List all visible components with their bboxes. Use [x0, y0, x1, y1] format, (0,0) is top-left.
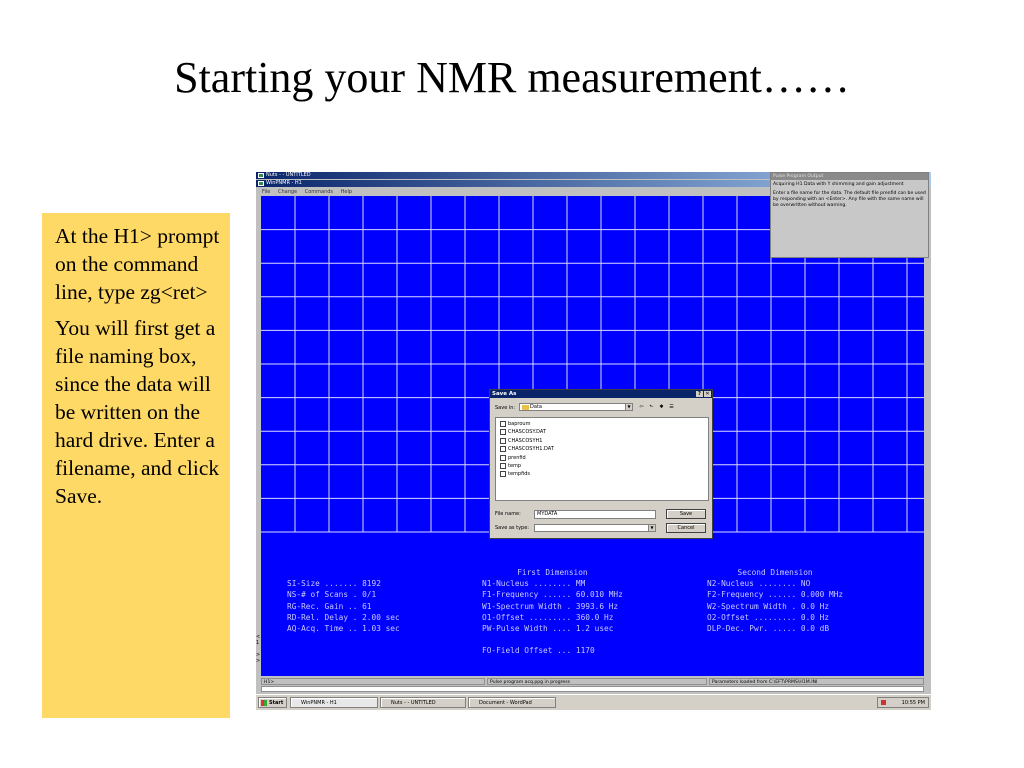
list-item[interactable]: baproum: [500, 420, 704, 428]
taskbar: [256, 694, 931, 710]
windows-logo-icon: [261, 700, 267, 706]
status-params-loaded: Parameters loaded from C:\EFT\PRMS\H1M.INI: [709, 678, 924, 685]
param-f1-frequency: F1-Frequency ...... 60.010 MHz: [482, 590, 623, 600]
list-item[interactable]: CHASCOSYH1.DAT: [500, 445, 704, 453]
pulse-message-1: Acquiring H1 Data with Y shimming and gain adjustment: [773, 182, 904, 187]
new-folder-icon[interactable]: ✱: [659, 404, 664, 410]
menu-change[interactable]: Change: [277, 189, 298, 195]
app-icon: [258, 181, 264, 186]
param-f2-frequency: F2-Frequency ...... 0.000 MHz: [707, 590, 844, 600]
status-message: Pulse program acq.ppg in progress: [487, 678, 707, 685]
file-icon: [500, 455, 506, 461]
save-in-label: Save in:: [495, 405, 516, 411]
param-column-first-dimension: [482, 567, 623, 657]
list-item[interactable]: prenfid: [500, 454, 704, 462]
note-paragraph-1: At the H1> prompt on the command line, type zg<ret>: [55, 224, 220, 304]
clock: 10:55 PM: [901, 700, 925, 706]
status-area: [261, 676, 924, 692]
param-o2-offset: O2-Offset ......... 0.0 Hz: [707, 612, 830, 622]
menu-file[interactable]: File: [262, 189, 271, 195]
param-dlp-power: DLP-Dec. Pwr. ..... 0.0 dB: [707, 623, 830, 633]
side-markers: < 1 > >: [256, 634, 261, 664]
slide-title: Starting your NMR measurement……: [174, 53, 850, 102]
save-in-select[interactable]: [519, 403, 633, 411]
first-dimension-heading: First Dimension: [517, 568, 588, 577]
file-icon: [500, 446, 506, 452]
param-o1-offset: O1-Offset ......... 360.0 Hz: [482, 612, 614, 622]
param-n1-nucleus: N1-Nucleus ........ MM: [482, 579, 586, 589]
list-item[interactable]: CHASCOSYH1: [500, 437, 704, 445]
param-fo-offset: FO-Field Offset ... 1170: [482, 646, 595, 656]
close-icon[interactable]: ✕: [705, 391, 710, 397]
system-tray: [877, 697, 929, 708]
dialog-titlebar: [490, 390, 712, 398]
dialog-title: Save As: [492, 391, 517, 397]
app-screenshot: [256, 172, 931, 710]
command-prompt[interactable]: H1>: [261, 678, 485, 685]
command-line-input[interactable]: [261, 686, 924, 692]
param-aq-time: AQ-Acq. Time .. 1.03 sec: [287, 623, 400, 633]
pulse-message-2: Enter a file name for the data. The default file prenfid can be used by responding with an <Enter>. Any file with the same name will be overwritten without warning.: [773, 191, 926, 208]
taskbar-nuts[interactable]: Nuts - - UNTITLED: [380, 697, 466, 708]
second-dimension-heading: Second Dimension: [737, 568, 813, 577]
list-item[interactable]: temp: [500, 462, 704, 470]
taskbar-winpnmr[interactable]: WinPNMR - H1: [290, 697, 378, 708]
save-as-dialog: [489, 389, 713, 539]
instruction-note: [42, 213, 230, 718]
param-pw-width: PW-Pulse Width .... 1.2 usec: [482, 623, 614, 633]
start-button[interactable]: Start: [258, 697, 287, 708]
pulse-program-output-window: [770, 172, 929, 258]
back-icon[interactable]: ⇦: [639, 404, 644, 410]
file-list[interactable]: [495, 417, 709, 501]
param-si-size: SI-Size ....... 8192: [287, 579, 381, 589]
up-folder-icon[interactable]: ⬑: [649, 404, 654, 410]
list-item[interactable]: CHASCOSY.DAT: [500, 428, 704, 436]
save-button[interactable]: Save: [666, 509, 706, 519]
param-w1-width: W1-Spectrum Width . 3993.6 Hz: [482, 601, 619, 611]
inner-window-title: WinPNMR - H1: [266, 180, 302, 186]
param-ns-scans: NS-# of Scans . 0/1: [287, 590, 377, 600]
chevron-down-icon[interactable]: ▼: [648, 525, 655, 531]
param-column-second-dimension: [707, 567, 843, 634]
file-icon: [500, 421, 506, 427]
outer-window-title: Nuts - - UNTITLED: [266, 172, 311, 178]
param-n2-nucleus: N2-Nucleus ........ NO: [707, 579, 811, 589]
list-item[interactable]: tempfids: [500, 470, 704, 478]
save-in-value: Data: [530, 404, 542, 410]
file-name-input[interactable]: MYDATA: [534, 510, 656, 519]
save-as-type-select[interactable]: [534, 524, 656, 532]
pulse-window-title: Pulse Program Output: [771, 173, 928, 180]
param-column-general: [287, 567, 400, 634]
file-icon: [500, 438, 506, 444]
app-icon: [258, 173, 264, 178]
chevron-down-icon[interactable]: ▼: [625, 404, 632, 410]
menu-help[interactable]: Help: [340, 189, 353, 195]
taskbar-wordpad[interactable]: Document - WordPad: [468, 697, 556, 708]
file-name-label: File name:: [495, 511, 521, 517]
file-icon: [500, 463, 506, 469]
param-rd-delay: RD-Rel. Delay . 2.00 sec: [287, 612, 400, 622]
folder-icon: [522, 405, 529, 410]
param-rg-gain: RG-Rec. Gain .. 61: [287, 601, 372, 611]
speaker-icon[interactable]: [881, 700, 886, 705]
view-menu-icon[interactable]: ☰: [669, 404, 674, 410]
acquisition-parameters: [261, 567, 921, 667]
help-icon[interactable]: ?: [696, 391, 703, 397]
save-as-type-label: Save as type:: [495, 525, 529, 531]
file-icon: [500, 429, 506, 435]
file-icon: [500, 471, 506, 477]
note-paragraph-2: You will first get a file naming box, since the data will be written on the hard drive. Enter a filename, and click Save.: [55, 316, 220, 508]
param-w2-width: W2-Spectrum Width . 0.0 Hz: [707, 601, 830, 611]
menu-commands[interactable]: Commands: [304, 189, 334, 195]
cancel-button[interactable]: Cancel: [666, 523, 706, 533]
param-spacer: [482, 634, 623, 645]
